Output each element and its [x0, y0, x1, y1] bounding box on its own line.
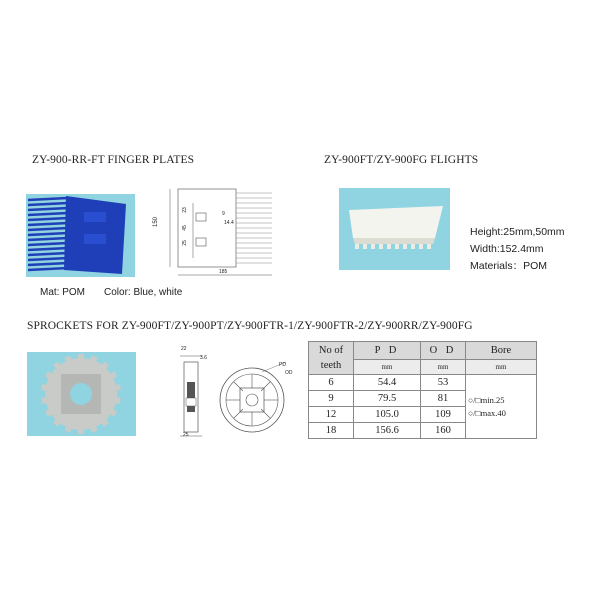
dim-9: 9: [222, 211, 225, 217]
dim-pd: PD: [279, 362, 286, 368]
cell-od: 53: [421, 375, 466, 391]
flights-title: ZY-900FT/ZY-900FG FLIGHTS: [324, 154, 479, 166]
unit-od: mm: [421, 360, 466, 375]
dim-3-6: 3.6: [200, 355, 207, 361]
header-od: O D: [421, 342, 466, 360]
cell-teeth: 18: [309, 423, 354, 439]
finger-plate-drawing: [148, 183, 273, 283]
header-pd: P D: [354, 342, 421, 360]
dim-od: OD: [285, 370, 293, 376]
cell-bore: [466, 375, 537, 439]
header-teeth: No of teeth: [309, 342, 354, 375]
sprockets-title: SPROCKETS FOR ZY-900FT/ZY-900PT/ZY-900FTR-1/ZY-900FTR-2/ZY-900RR/ZY-900FG: [27, 320, 473, 332]
table-row: [309, 375, 537, 391]
dim-14-4: 14.4: [224, 220, 234, 226]
finger-plate-photo: [26, 194, 135, 277]
flight-materials: Materials：POM: [470, 260, 548, 272]
cell-teeth: 9: [309, 391, 354, 407]
dim-width: 185: [219, 269, 228, 275]
sprocket-side-drawing: [172, 348, 216, 440]
flight-width: Width:152.4mm: [470, 243, 544, 255]
cell-pd: 105.0: [354, 407, 421, 423]
bore-max: ○/□max.40: [468, 408, 506, 418]
bore-min: ○/□min.25: [468, 395, 505, 405]
sprocket-front-drawing: [214, 360, 290, 436]
sprocket-photo: [27, 352, 136, 436]
cell-pd: 79.5: [354, 391, 421, 407]
sprocket-table: [308, 341, 537, 439]
dim-25: 25: [181, 240, 188, 246]
dim-height: 150: [153, 216, 160, 228]
finger-plate-color: Color: Blue, white: [104, 287, 183, 298]
dim-45: 45: [181, 225, 188, 231]
unit-bore: mm: [466, 360, 537, 375]
cell-teeth: 12: [309, 407, 354, 423]
cell-pd: 54.4: [354, 375, 421, 391]
dim-25-bottom: 25: [183, 432, 189, 438]
flight-height: Height:25mm,50mm: [470, 226, 565, 238]
cell-pd: 156.6: [354, 423, 421, 439]
dim-22: 22: [181, 346, 187, 352]
unit-pd: mm: [354, 360, 421, 375]
flight-photo: [339, 188, 450, 270]
header-bore: Bore: [466, 342, 537, 360]
finger-plates-title: ZY-900-RR-FT FINGER PLATES: [32, 154, 195, 166]
cell-od: 109: [421, 407, 466, 423]
cell-od: 160: [421, 423, 466, 439]
cell-od: 81: [421, 391, 466, 407]
finger-plate-material: Mat: POM: [40, 287, 86, 298]
cell-teeth: 6: [309, 375, 354, 391]
dim-23: 23: [181, 207, 188, 213]
